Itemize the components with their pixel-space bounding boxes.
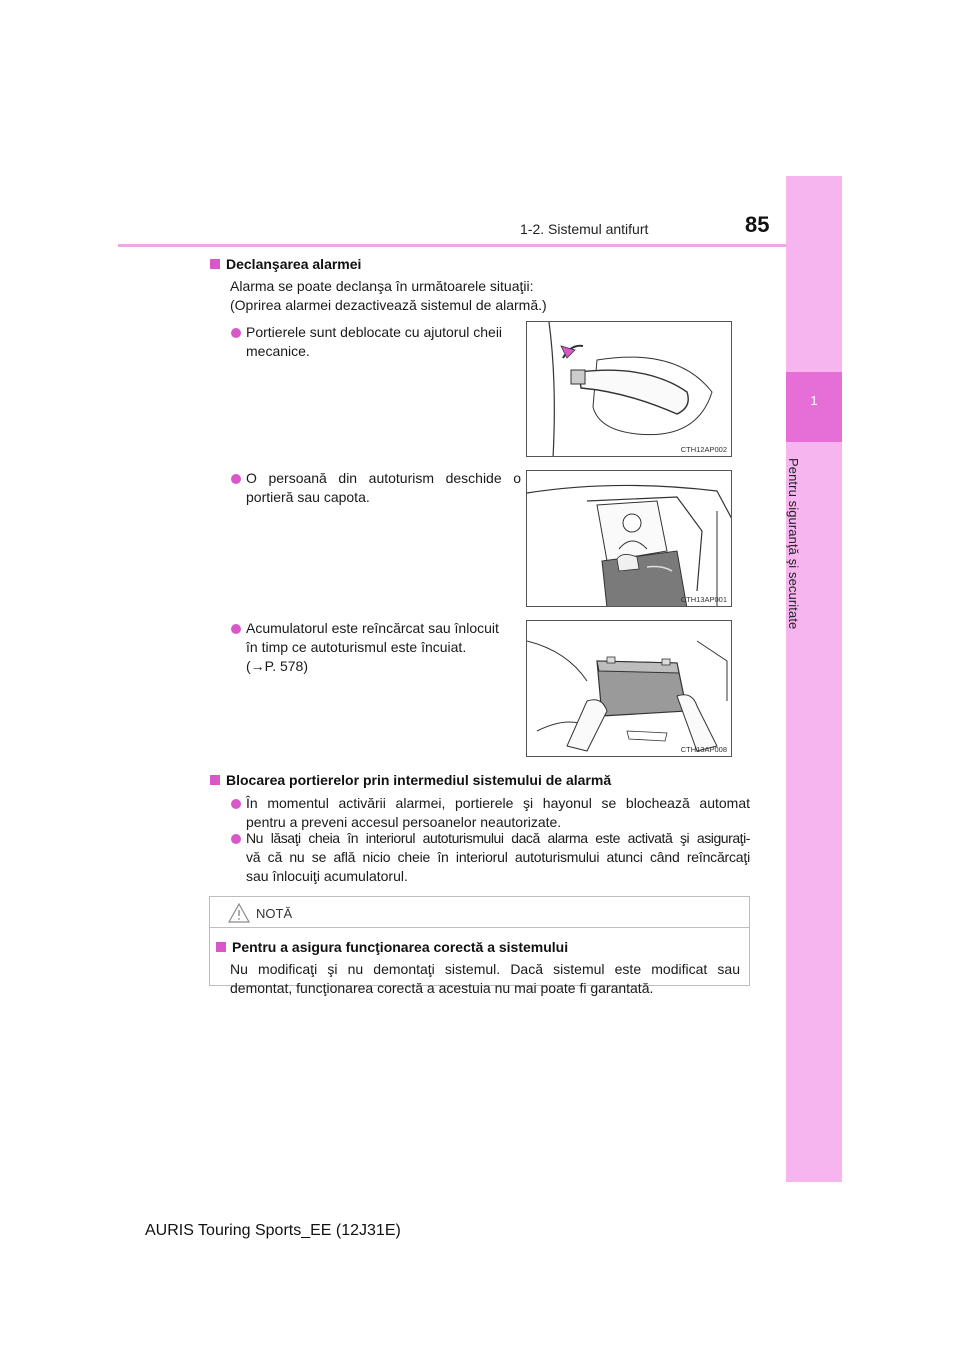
chapter-number: 1 xyxy=(810,393,818,408)
square-bullet-icon xyxy=(210,259,220,269)
list-item: Acumulatorul este reîncărcat sau înlocuit în timp ce autoturismul este încuiat. (→P. 578) xyxy=(246,620,499,674)
round-bullet-icon xyxy=(231,834,241,844)
figure-code: CTH13AP001 xyxy=(680,595,727,604)
note-box xyxy=(209,896,750,996)
document-footer: AURIS Touring Sports_EE (12J31E) xyxy=(145,1222,401,1239)
figure-door-handle xyxy=(526,321,732,457)
round-bullet-icon xyxy=(231,624,241,634)
list-item: O persoană din autoturism deschide o portieră sau capota. xyxy=(246,470,521,505)
chapter-title: Pentru siguranţă şi securitate xyxy=(786,458,801,630)
round-bullet-icon xyxy=(231,474,241,484)
intro-line: (Oprirea alarmei dezactivează sistemul de alarmă.) xyxy=(230,297,547,313)
warning-triangle-icon xyxy=(228,903,250,923)
note-label: NOTĂ xyxy=(256,906,293,921)
list-item: Portierele sunt deblocate cu ajutorul cheii mecanice. xyxy=(246,324,503,359)
battery-replacement-illustration xyxy=(527,621,732,757)
round-bullet-icon xyxy=(231,328,241,338)
list-item: În momentul activării alarmei, portierele şi hayonul se blochează automat pentru a preveni accesul persoanelor neautorizate. xyxy=(246,795,750,830)
intro-line: Alarma se poate declanşa în următoarele situaţii: xyxy=(230,278,534,294)
section-heading-alarm-trigger: Declanşarea alarmei xyxy=(210,256,361,272)
chapter-side-tab xyxy=(786,176,842,1182)
figure-code: CTH13AP008 xyxy=(680,745,727,754)
square-bullet-icon xyxy=(210,775,220,785)
square-bullet-icon xyxy=(216,942,226,952)
person-opening-door-illustration xyxy=(527,471,732,607)
door-handle-key-illustration xyxy=(527,322,732,457)
section-title: 1-2. Sistemul antifurt xyxy=(520,221,649,237)
section-heading-door-locking: Blocarea portierelor prin intermediul sistemului de alarmă xyxy=(210,772,611,788)
figure-code: CTH12AP002 xyxy=(680,445,727,454)
note-heading: Pentru a asigura funcţionarea corectă a sistemului xyxy=(216,939,568,955)
header-rule xyxy=(118,244,786,247)
round-bullet-icon xyxy=(231,799,241,809)
page-number: 85 xyxy=(745,212,770,237)
figure-person-door xyxy=(526,470,732,607)
note-header xyxy=(210,897,749,928)
list-item: Nu lăsaţi cheia în interiorul autoturismului dacă alarma este activată şi asiguraţi- vă că nu se află nicio cheie în interiorul autoturismului atunci când reîncărcaţi sau înlocuiţi acumulatorul. xyxy=(246,830,750,884)
figure-battery xyxy=(526,620,732,757)
note-body: Nu modificaţi şi nu demontaţi sistemul. Dacă sistemul este modificat sau demontat, funcţionarea corectă a acestuia nu mai poate fi garantată. xyxy=(230,961,740,996)
